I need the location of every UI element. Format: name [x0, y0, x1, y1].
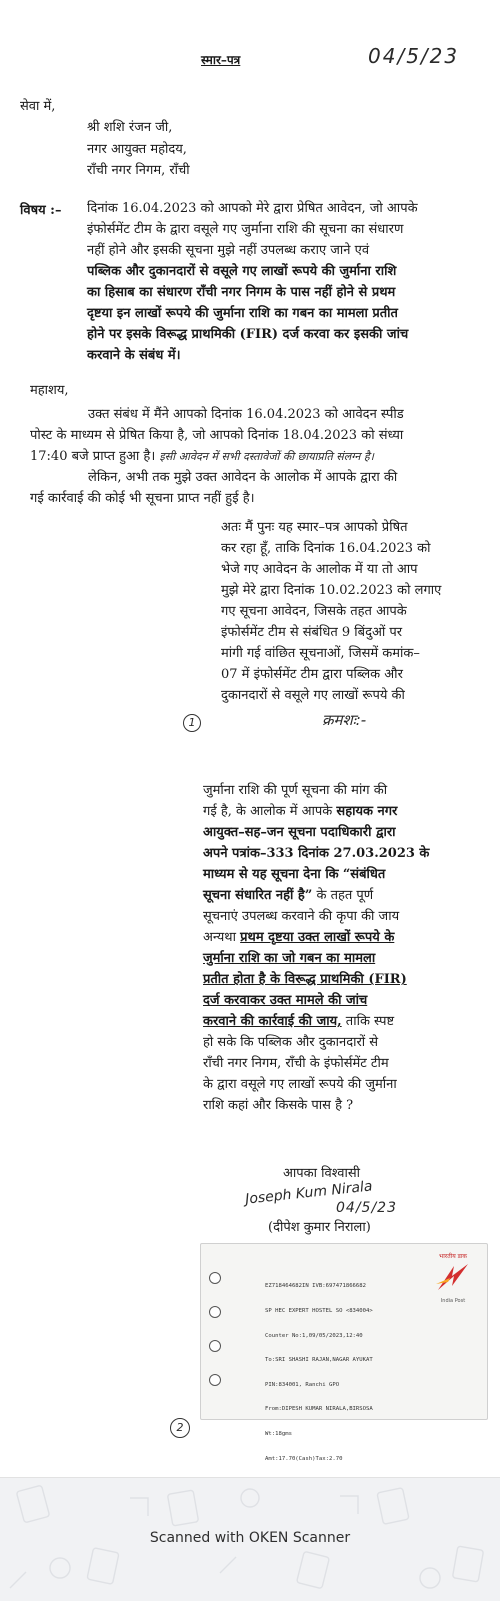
receipt-line: Amt:17.70(Cash)Tax:2.70: [265, 1455, 343, 1462]
speed-post-receipt: [200, 1243, 488, 1462]
page-number-1: 1: [183, 714, 201, 732]
punch-hole: [209, 1340, 221, 1352]
subject-line: पब्लिक और दुकानदारों से वसूले गए लाखों रूपये की जुर्माना राशि: [87, 264, 397, 279]
addressee-office: राँची नगर निगम, राँची: [87, 163, 190, 178]
subject-line: होने पर इसके विरूद्ध प्राथमिकी (FIR) दर्ज करवा कर इसकी जांच: [87, 327, 409, 342]
salutation: सेवा में,: [20, 99, 56, 114]
para-line: सूचनाएं उपलब्ध करवाने की कृपा की जाय: [203, 909, 400, 924]
para-line: के द्वारा वसूले गए लाखों रूपये की जुर्माना: [203, 1077, 397, 1092]
receipt-line: PIN:834001, Ranchi GPO: [265, 1381, 340, 1388]
para-line: दर्ज करवाकर उक्त मामले की जांच: [203, 993, 368, 1008]
para-line: राशि कहां और किसके पास है ?: [203, 1098, 354, 1113]
para-line: सूचना संधारित नहीं है”: [203, 888, 313, 903]
para-line: गई है, के आलोक में आपके: [203, 804, 333, 819]
receipt-line: From:DIPESH KUMAR NIRALA,BIRSOSA: [265, 1406, 373, 1413]
para-line: उक्त संबंध में मैंने आपको दिनांक 16.04.2023 को आवेदन स्पीड: [88, 407, 404, 422]
signature: Joseph Kum Nirala: [244, 1178, 374, 1208]
subject-line: का हिसाब का संधारण राँची नगर निगम के पास नहीं होने से प्रथम: [87, 285, 396, 300]
signatory-name: (दीपेश कुमार निराला): [268, 1220, 371, 1235]
para-line: माध्यम से यह सूचना देना कि: [203, 867, 339, 882]
addressee-designation: नगर आयुक्त महोदय,: [87, 142, 187, 157]
receipt-line: SP HEC EXPERT HOSTEL SO <834004>: [265, 1308, 373, 1315]
punch-hole: [209, 1306, 221, 1318]
subject-line: करवाने के संबंध में।: [87, 348, 181, 363]
para-line: मांगी गई वांछित सूचनाओं, जिसमें कमांक–: [221, 646, 420, 661]
para-line: के तहत पूर्ण: [316, 888, 374, 903]
para-line: पोस्ट के माध्यम से प्रेषित किया है, जो आपको दिनांक 18.04.2023 को संध्या: [30, 428, 404, 443]
greeting: महाशय,: [30, 383, 69, 398]
para-line: प्रतीत होता है के विरूद्ध प्राथमिकी (FIR): [203, 972, 407, 987]
receipt-line: Wt:18gms: [265, 1431, 292, 1438]
receipt-line: Counter No:1,09/05/2023,12:40: [265, 1332, 363, 1339]
signature-date: 04/5/23: [336, 1200, 397, 1216]
para-line: गए सूचना आवेदन, जिसके तहत आपके: [221, 604, 407, 619]
scanner-label: Scanned with OKEN Scanner: [149, 1530, 351, 1546]
para-line: 17:40 बजे प्राप्त हुआ है।: [30, 449, 156, 464]
subject-label: विषय :–: [20, 203, 62, 218]
punch-hole: [209, 1272, 221, 1284]
logo-subtext: India Post: [440, 1298, 466, 1304]
subject-text: [87, 198, 467, 366]
para-line: ताकि स्पष्ट: [345, 1014, 395, 1029]
para-line: आयुक्त–सह–जन सूचना पदाधिकारी द्वारा: [203, 825, 396, 840]
para-line: करवाने की कार्रवाई की जाय,: [203, 1014, 342, 1029]
india-post-logo-icon: [432, 1260, 474, 1294]
india-post-logo: [427, 1252, 479, 1304]
para-line: जुर्माना राशि की पूर्ण सूचना की मांग की: [203, 783, 388, 798]
punch-hole: [209, 1374, 221, 1386]
para-line: गई कार्रवाई की कोई भी सूचना प्राप्त नहीं हुई है।: [30, 491, 255, 506]
para-line: हो सके कि पब्लिक और दुकानदारों से: [203, 1035, 379, 1050]
para-line: 07 में इंफोर्समेंट टीम द्वारा पब्लिक और: [221, 667, 403, 682]
paragraph-3: [221, 517, 467, 706]
para-line: भेजे गए आवेदन के आलोक में या तो आप: [221, 562, 418, 577]
subject-line: दृष्टया इन लाखों रूपये की जुर्माना राशि का गबन का मामला प्रतीत: [87, 306, 398, 321]
addressee-name: श्री शशि रंजन जी,: [87, 120, 173, 135]
para-line: दुकानदारों से वसूले गए लाखों रूपये की: [221, 688, 405, 703]
scanner-watermark-footer: [0, 1477, 500, 1601]
para-line: सहायक नगर: [336, 804, 398, 819]
para-line: मुझे मेरे द्वारा दिनांक 10.02.2023 को लगाए: [221, 583, 442, 598]
para-line: “संबंधित: [342, 867, 386, 882]
continued-mark: क्रमशः:-: [322, 711, 367, 729]
para-line: जुर्माना राशि का जो गबन का मामला: [203, 951, 376, 966]
para-line: लेकिन, अभी तक मुझे उक्त आवेदन के आलोक में आपके द्वारा की: [88, 470, 398, 485]
handwritten-note: इसी आवेदन में सभी दस्तावेजों की छायाप्रति संलग्न है।: [159, 450, 374, 463]
para-line: राँची नगर निगम, राँची के इंफोर्समेंट टीम: [203, 1056, 389, 1071]
page2-text: [203, 780, 467, 1116]
handwritten-date: 04/5/23: [368, 44, 460, 68]
para-line: प्रथम दृष्टया उक्त लाखों रूपये के: [240, 930, 395, 945]
paragraph-1: [30, 404, 467, 509]
letter-title: स्मार–पत्र: [201, 53, 241, 67]
logo-text: भारतीय डाक: [439, 1253, 467, 1260]
closing: आपका विश्वासी: [283, 1166, 361, 1181]
receipt-line: EZ718464682IN IVB:697471866682: [265, 1283, 367, 1290]
para-line: अपने पत्रांक–333 दिनांक 27.03.2023 के: [203, 846, 430, 861]
receipt-line: To:SRI SHASHI RAJAN,NAGAR AYUKAT: [265, 1357, 373, 1364]
page-number-2: 2: [170, 1418, 190, 1438]
para-line: इंफोर्समेंट टीम से संबंधित 9 बिंदुओं पर: [221, 625, 403, 640]
subject-line: इंफोर्समेंट टीम के द्वारा वसूले गए जुर्माना राशि की सूचना का संधारण: [87, 222, 404, 237]
subject-line: नहीं होने और इसकी सूचना मुझे नहीं उपलब्ध कराए जाने एवं: [87, 243, 370, 258]
subject-line: दिनांक 16.04.2023 को आपको मेरे द्वारा प्रेषित आवेदन, जो आपके: [87, 201, 418, 216]
para-line: कर रहा हूँ, ताकि दिनांक 16.04.2023 को: [221, 541, 431, 556]
para-line: अन्यथा: [203, 930, 236, 945]
para-line: अतः मैं पुनः यह स्मार–पत्र आपको प्रेषित: [221, 520, 408, 535]
